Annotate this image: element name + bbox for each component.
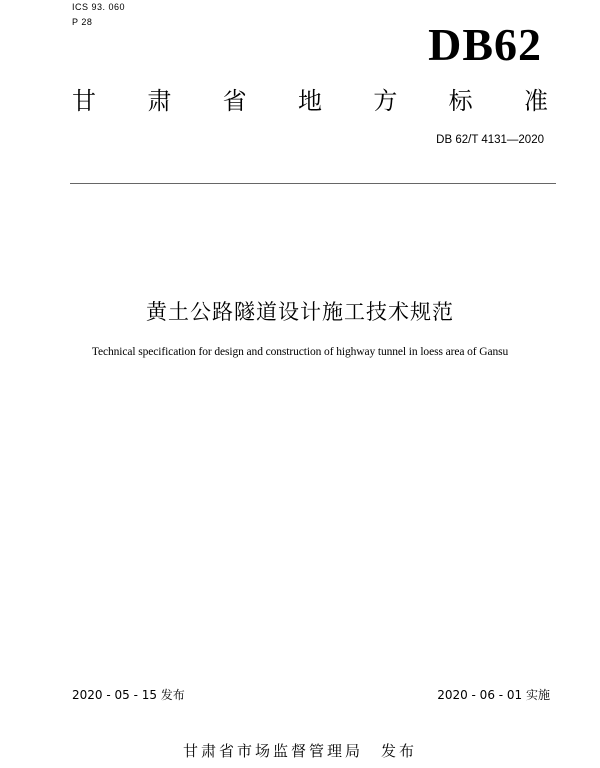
org-title-char: 肃 bbox=[147, 87, 172, 115]
org-title-char: 方 bbox=[373, 87, 398, 115]
ccs-code: P 28 bbox=[72, 17, 93, 27]
issuer-line bbox=[0, 740, 600, 761]
org-title-char: 标 bbox=[448, 87, 473, 115]
issue-date: 2020 - 05 - 15 发布 bbox=[72, 688, 185, 702]
org-title bbox=[72, 86, 548, 116]
org-title-char: 准 bbox=[523, 87, 548, 115]
org-title-char: 省 bbox=[222, 87, 247, 115]
header-divider bbox=[70, 183, 556, 184]
standard-logo: DB62 bbox=[428, 19, 542, 70]
org-title-char: 地 bbox=[297, 87, 322, 115]
standard-number: DB 62/T 4131—2020 bbox=[436, 134, 544, 146]
ics-code: ICS 93. 060 bbox=[72, 2, 126, 12]
issuer-name: 甘肃省市场监督管理局 bbox=[182, 742, 363, 760]
org-title-char: 甘 bbox=[72, 87, 96, 115]
document-title-cn: 黄土公路隧道设计施工技术规范 bbox=[146, 300, 454, 324]
issue-word: 发布 bbox=[381, 742, 418, 760]
implementation-date: 2020 - 06 - 01 实施 bbox=[437, 688, 550, 702]
document-title-en: Technical specification for design and construction of highway tunnel in loess area of Gansu bbox=[91, 346, 509, 358]
